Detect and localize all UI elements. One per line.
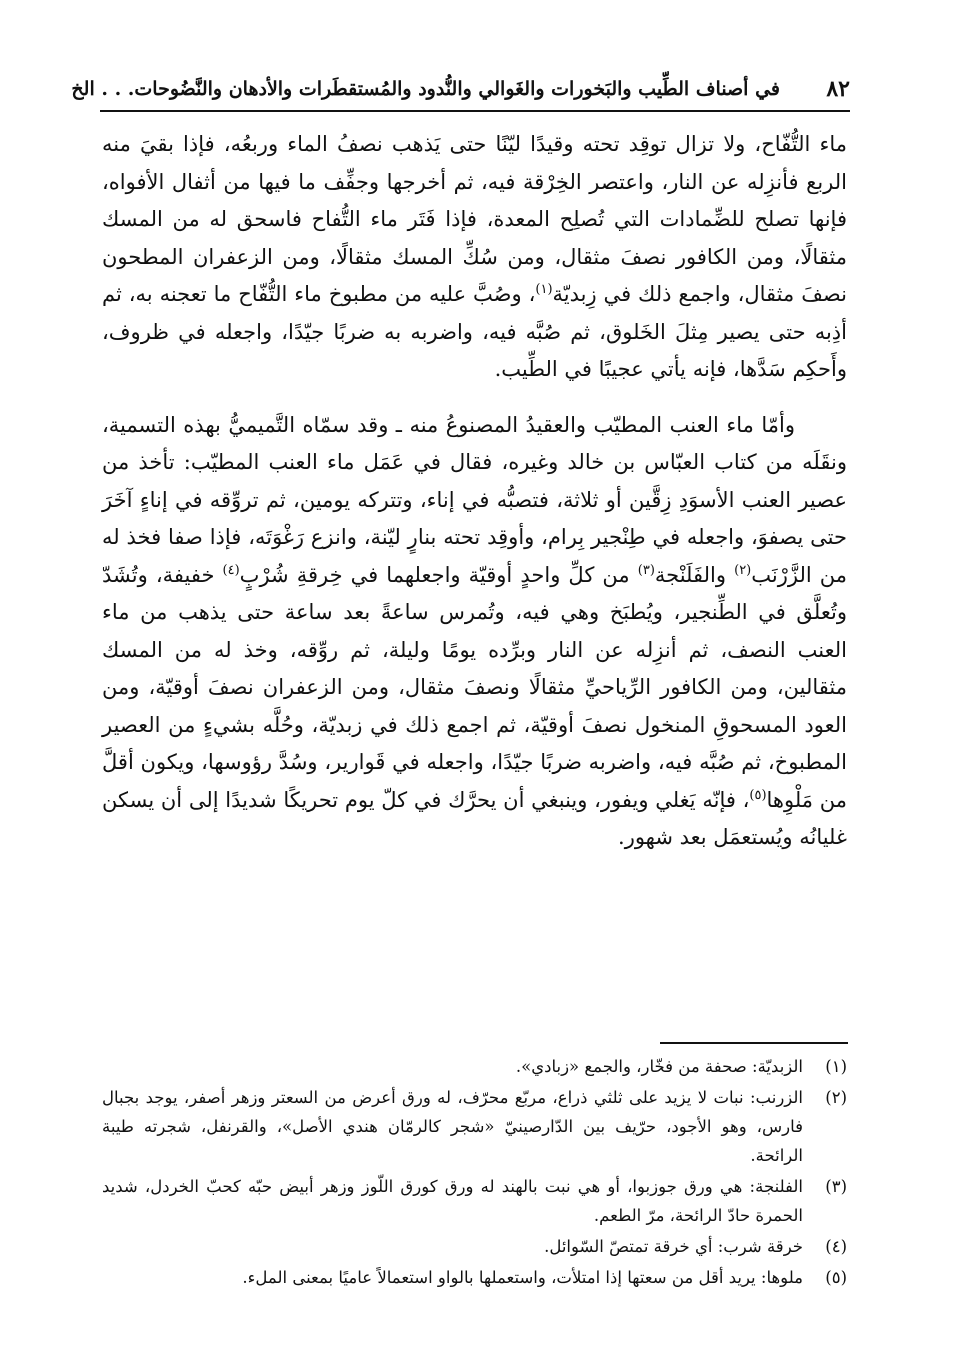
paragraph-2-text-e: ، فإنّه يَغلي ويفور، وينبغي أن يحرَّك في كلّ يوم تحريكًا شديدًا إلى أن يسكن غليانُه ويُستعمَل بعد شهور. xyxy=(102,787,847,849)
paragraph-2-text-c: من كلِّ واحدٍ أوقيّة واجعلهما في خِرقةِ شُرْبٍ xyxy=(239,562,638,587)
footnote-ref-1[interactable]: (١) xyxy=(535,282,553,297)
paragraph-1-end: ، وصُبَّ عليه من مطبوخ ماء التُّفّاح ما تعجنه به، ثم أذِبه حتى يصير مِثلَ الخَلوق، ثم صُبَّه فيه، واضربه به ضربًا جيّدًا، واجعله في ظروف، وأَحكِم سَدَّها، فإنه يأتي عجيبًا في الطِّيب. xyxy=(102,282,847,381)
footnote-text: الفلنجة: هي ورق جوزبوا، أو هي نبت بالهند له ورق كورق اللّوز وزهر أبيض حبّه كحبّ الخردل، شديد الحمرة حادّ الرائحة، مرّ الطعم. xyxy=(102,1177,803,1225)
footnote-text: الزبديّة: صحفة من فخّار، والجمع «زبادي». xyxy=(515,1057,803,1076)
paragraph-1 xyxy=(102,126,847,389)
footnote-ref-4[interactable]: (٤) xyxy=(222,562,240,578)
footnote-number: (٣) xyxy=(825,1177,847,1196)
footnote-ref-2[interactable]: (٢) xyxy=(734,562,752,578)
footnote-text: ملوها: يريد أقل من سعتها إذا امتلأت، واستعملها بالواو استعمالاً عاميًا بمعنى الملء. xyxy=(242,1268,803,1287)
footnotes xyxy=(102,1052,847,1294)
footnote-ref-5[interactable]: (٥) xyxy=(749,787,767,803)
footnote-text: خرقة شرب: أي خرقة تمتصّ السّوائل. xyxy=(544,1237,803,1256)
footnote-number: (٤) xyxy=(825,1237,847,1256)
footnote-number: (١) xyxy=(825,1057,847,1076)
paragraph-2-text-a: وأمّا ماء العنب المطيّب والعقيدُ المصنوعُ منه ـ وقد سمّاه التَّميميُّ بهذه التسمية، ونقَلَه من كتاب العبّاس بن خالد وغيره، فقال في عَمَل ماء العنب المطيّب: تأخذ من عصير العنب الأسوَدِ زِقَّين أو ثلاثة، فتصبُّه في إناء، وتتركه يومين، ثم تروِّقه في إناءٍ آخَرَ حتى يصفوَ، واجعله في طِنْجير بِرام، وأوقِد تحته بنارٍ ليّنة، وانزع رَغْوَتَه، فإذا صفا فخذ له من الزَّرْنَب xyxy=(102,412,848,587)
paragraph-2 xyxy=(102,407,847,857)
footnote-item xyxy=(102,1083,847,1170)
paragraph-1-text: ماء التُّفّاح، ولا تزال توقِد تحته وقيدًا ليّنًا حتى يَذهب نصفُ الماء وربعُه، فإذا بقيَ منه الربع فأنزِله عن النار، واعتصر الخِرْقة فيه، ثم أخرجها وجفِّف ما فيها من أثفال الأفواه، فإنها تصلح للضِّمادات التي تُصلِح المعدة، فإذا فَتَر ماء التُّفاح فاسحق له من المسك مثقالًا، ومن الكافور نصفَ مثقال، ومن سُكِّ المسك مثقالًا، ومن الزعفران المطحون نصفَ مثقال، واجمع ذلك في زِبديّة xyxy=(102,132,847,306)
page-header xyxy=(71,70,850,112)
footnote-text: الزرنب: نبات لا يزيد على ثلثي ذراع، مربّع محرّف، له ورق أعرض من السعتر وزهر أصفر، يوجد بجبال فارس، وهو الأجود، حرّيف بين الدّارصينيّ «شجر كالرمّان هندي الأصل»، والقرنفل، شجرته طيبة الرائحة. xyxy=(102,1088,803,1165)
footnote-divider xyxy=(660,1042,848,1044)
running-title: في أصناف الطِّيب والبَخورات والغَوالي والنُّدود والمُستقطَرات والأدهان والنَّضُوحات. . . الخ xyxy=(71,78,780,100)
footnote-number: (٢) xyxy=(825,1088,847,1107)
footnote-item xyxy=(102,1172,847,1230)
paragraph-2-text-b: والفَلَنْجة xyxy=(654,562,735,587)
page-number: ٨٢ xyxy=(826,76,850,102)
paragraph-2-text-d: خفيفة، وتُشَدّ وتُعلَّق في الطِّنجير، ويُطبَخ وهي فيه، وتُمرس ساعةً بعد ساعة حتى يذهب من ماء العنب النصف، ثم أنزِله عن النار وبرِّده يومًا وليلة، ثم روِّقه، وخذ له من المسك مثقالين، ومن الكافور الرِّياحيِّ مثقالًا ونصفَ مثقال، ومن الزعفران نصفَ أوقيّة، ومن العود المسحوقِ المنخول نصفَ أوقيّة، ثم اجمع ذلك في زبديّة، وحُلَّه بشيءٍ من العصير المطبوخ، ثم صُبَّه فيه، واضربه ضربًا جيّدًا، واجعله في قَوارير، وسُدَّ رؤوسها، ويكون أقلَّ من مَلْوِها xyxy=(102,562,847,812)
footnote-item xyxy=(102,1232,847,1261)
footnote-item xyxy=(102,1052,847,1081)
footnote-ref-3[interactable]: (٣) xyxy=(637,562,655,578)
footnote-number: (٥) xyxy=(825,1268,847,1287)
footnote-item xyxy=(102,1263,847,1292)
main-text xyxy=(102,126,847,857)
